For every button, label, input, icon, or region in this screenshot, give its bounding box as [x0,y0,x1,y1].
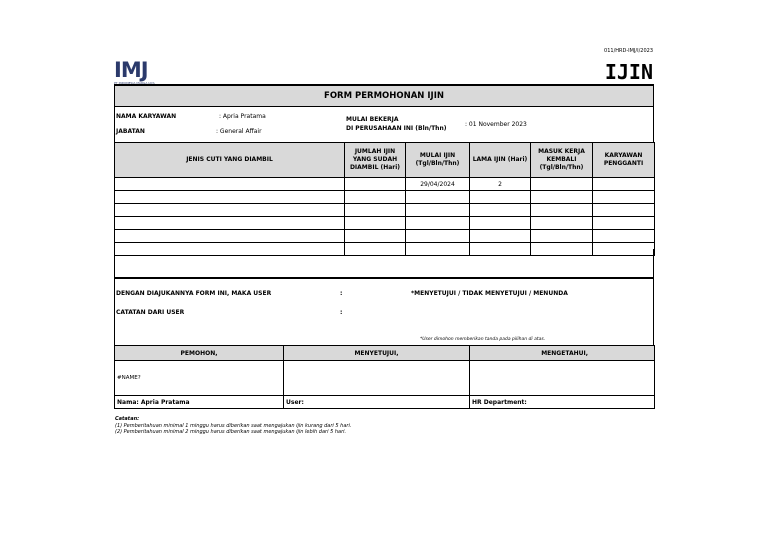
user-consent-section [114,277,654,348]
cell-jumlah[interactable] [345,204,406,217]
header-mulai-ijin: MULAI IJIN (Tgl/Bln/Thn) [406,143,470,178]
footnotes [115,416,351,436]
hr-name: HR Department: [470,396,655,409]
cell-lama[interactable]: 2 [470,178,531,191]
start-work-label: MULAI BEKERJA [346,116,399,123]
cell-lama[interactable] [470,204,531,217]
mengetahui-header: MENGETAHUI, [470,346,655,361]
logo-subtext: PT INDONESIA MARGA JAYA [114,81,155,85]
employee-info-section [114,106,654,144]
cell-jumlah[interactable] [345,230,406,243]
footnote-2: (2) Pemberitahuan minimal 2 minggu harus diberikan saat mengajukan ijin lebih dari 5 hari. [115,429,347,435]
cell-mulai[interactable]: 29/04/2024 [406,178,470,191]
consent-label: DENGAN DIAJUKANNYA FORM INI, MAKA USER [116,290,272,297]
cell-jumlah[interactable] [345,191,406,204]
cell-jenis[interactable] [115,191,345,204]
cell-jenis[interactable] [115,217,345,230]
cell-pengganti[interactable] [593,230,655,243]
table-row [115,230,655,243]
header-lama-ijin: LAMA IJIN (Hari) [470,143,531,178]
table-row [115,178,655,191]
blank-section [114,249,654,278]
cell-jenis[interactable] [115,178,345,191]
department-label: JABATAN [116,128,145,135]
consent-note: *User dimohon memberikan tanda pada pilihan di atas. [420,337,546,342]
cell-lama[interactable] [470,217,531,230]
cell-masuk[interactable] [531,178,593,191]
cell-jenis[interactable] [115,230,345,243]
table-row [115,191,655,204]
user-name: User: [284,396,470,409]
cell-mulai[interactable] [406,230,470,243]
leave-table [114,142,655,256]
consent-options[interactable]: *MENYETUJUI / TIDAK MENYETUJUI / MENUNDA [411,290,568,297]
signature-body-row [115,361,655,396]
header-masuk-kerja: MASUK KERJA KEMBALI (Tgl/Bln/Thn) [531,143,593,178]
cell-mulai[interactable] [406,204,470,217]
pemohon-signature[interactable]: #NAME? [115,361,284,396]
document-number: 011/HRD-IMJ/I/2023 [604,48,653,54]
user-notes-label: CATATAN DARI USER [116,309,185,316]
leave-table-header [115,143,655,178]
cell-lama[interactable] [470,230,531,243]
cell-masuk[interactable] [531,204,593,217]
cell-jenis[interactable] [115,204,345,217]
signature-name-row [115,396,655,409]
cell-lama[interactable] [470,191,531,204]
cell-masuk[interactable] [531,230,593,243]
mengetahui-signature[interactable] [470,361,655,396]
signature-table [114,345,655,409]
table-row [115,217,655,230]
header-karyawan-pengganti: KARYAWAN PENGGANTI [593,143,655,178]
consent-colon: : [340,290,343,297]
name-label: NAMA KARYAWAN [116,113,177,120]
pemohon-name: Nama: Apria Pratama [115,396,284,409]
pemohon-header: PEMOHON, [115,346,284,361]
cell-jumlah[interactable] [345,178,406,191]
cell-pengganti[interactable] [593,204,655,217]
menyetujui-signature[interactable] [284,361,470,396]
user-notes-colon: : [340,309,343,316]
cell-masuk[interactable] [531,217,593,230]
header-jenis-cuti: JENIS CUTI YANG DIAMBIL [115,143,345,178]
cell-pengganti[interactable] [593,191,655,204]
cell-mulai[interactable] [406,217,470,230]
menyetujui-header: MENYETUJUI, [284,346,470,361]
signature-header-row [115,346,655,361]
footnote-1: (1) Pemberitahuan minimal 1 minggu harus diberikan saat mengajukan ijin kurang dari 5 hari. [115,422,352,429]
name-value: : Apria Pratama [219,113,266,120]
page-title: IJIN [604,60,653,84]
cell-jumlah[interactable] [345,217,406,230]
table-row [115,204,655,217]
start-work-label-2: DI PERUSAHAAN INI (Bln/Thn) [346,125,447,132]
company-logo [114,60,160,84]
start-work-value: : 01 November 2023 [465,121,527,128]
department-value: : General Affair [216,128,262,135]
cell-pengganti[interactable] [593,178,655,191]
cell-mulai[interactable] [406,191,470,204]
footnotes-title: Catatan: [115,416,140,422]
form-title: FORM PERMOHONAN IJIN [114,85,654,107]
cell-pengganti[interactable] [593,217,655,230]
cell-masuk[interactable] [531,191,593,204]
logo-text: IMJ [114,58,148,82]
header-jumlah-ijin: JUMLAH IJIN YANG SUDAH DIAMBIL (Hari) [345,143,406,178]
